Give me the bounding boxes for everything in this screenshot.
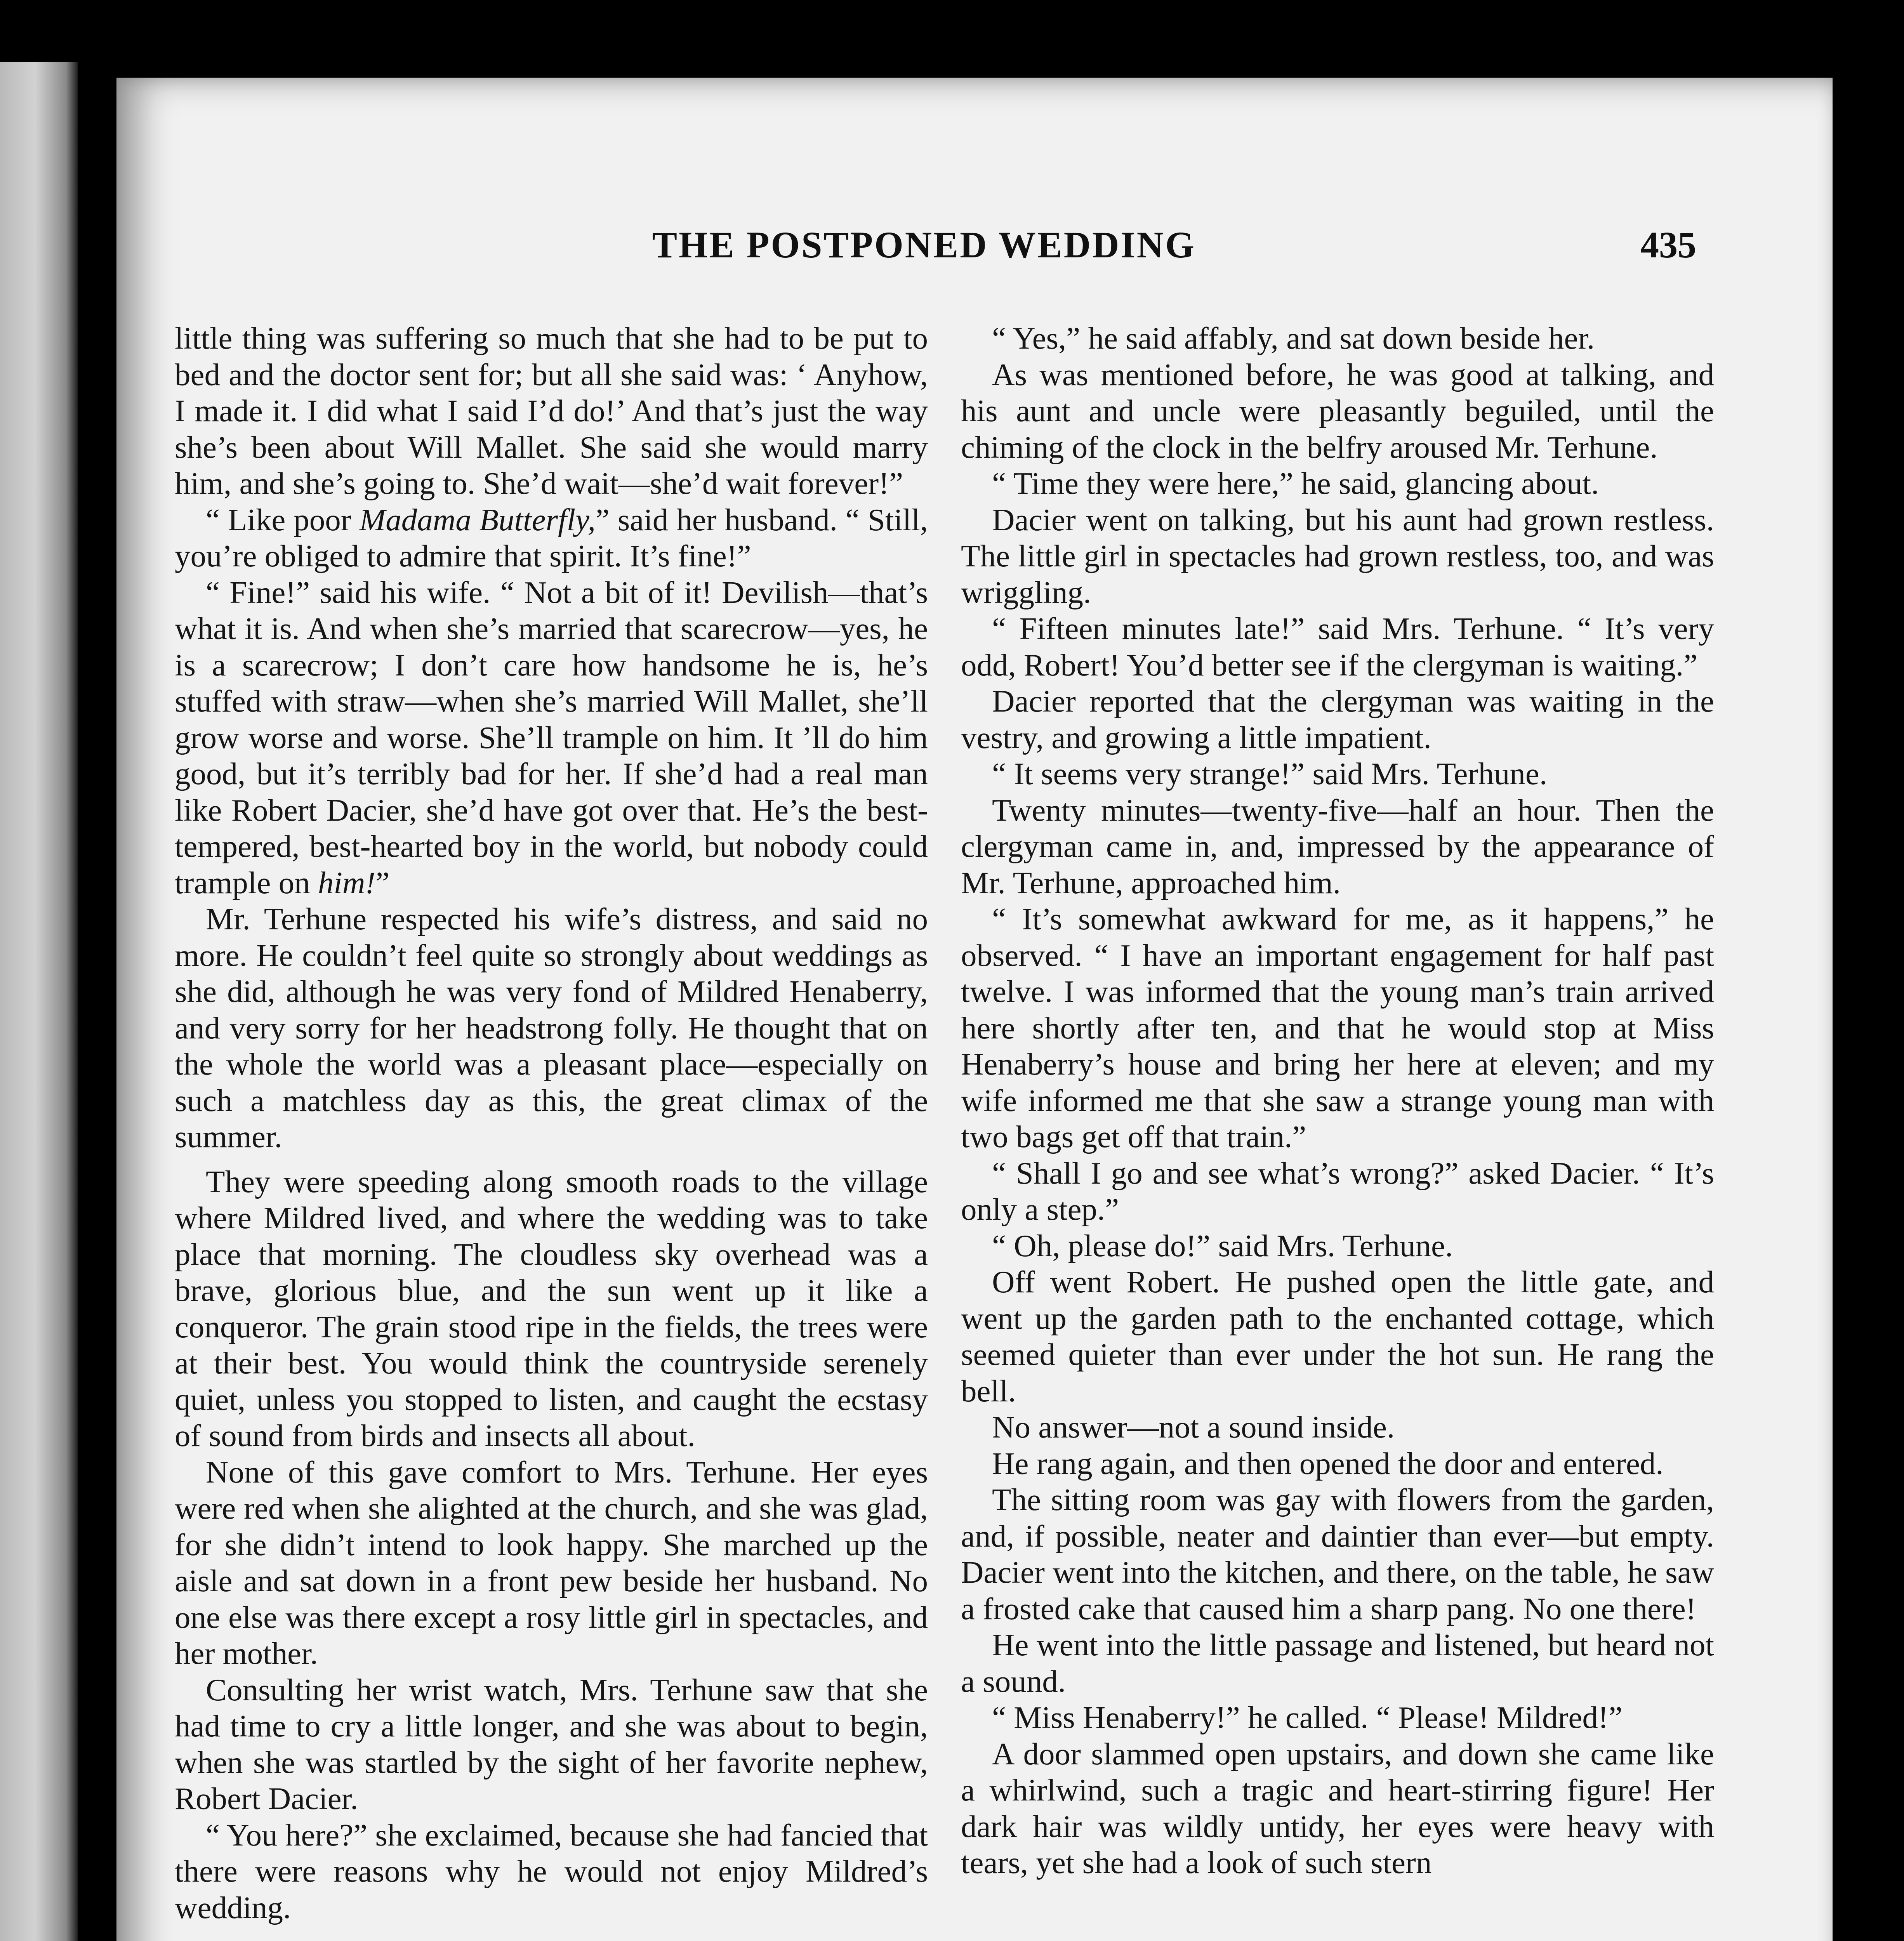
paragraph: Consulting her wrist watch, Mrs. Terhune saw that she had time to cry a little longer, and she was about to begin, when she was startled by the sight of her favorite nephew, Robert Dacier. bbox=[175, 1672, 928, 1816]
paragraph bbox=[175, 575, 928, 901]
paragraph: Dacier reported that the clergyman was waiting in the vestry, and growing a little impatient. bbox=[961, 684, 1714, 755]
paragraph: The sitting room was gay with flowers from the garden, and, if possible, neater and daintier than ever—but empty. Dacier went into the kitchen, and there, on the table, he saw a frosted cake that caused him a sharp pang. No one there! bbox=[961, 1482, 1714, 1626]
paragraph: “ Fifteen minutes late!” said Mrs. Terhune. “ It’s very odd, Robert! You’d better see if the clergyman is waiting.” bbox=[961, 611, 1714, 682]
paragraph: Dacier went on talking, but his aunt had grown restless. The little girl in spectacles had grown restless, too, and was wriggling. bbox=[961, 502, 1714, 610]
paragraph: No answer—not a sound inside. bbox=[992, 1410, 1395, 1444]
paragraph: He rang again, and then opened the door and entered. bbox=[992, 1446, 1664, 1481]
paragraph: “ It seems very strange!” said Mrs. Terhune. bbox=[992, 756, 1548, 791]
paragraph: “ Miss Henaberry!” he called. “ Please! Mildred!” bbox=[992, 1700, 1623, 1735]
paragraph: Twenty minutes—twenty-five—half an hour. Then the clergyman came in, and, impressed by the appearance of Mr. Terhune, approached him. bbox=[961, 792, 1714, 900]
magazine-page bbox=[116, 78, 1833, 1941]
paragraph bbox=[175, 502, 928, 575]
paragraph-text: “ Like poor bbox=[206, 502, 360, 537]
paragraph-text: ” bbox=[375, 865, 390, 900]
paragraph-text: “ Fine!” said his wife. “ Not a bit of it! Devilish—that’s what it is. And when she’s married that scarecrow—yes, he is a scarecrow; I don’t care how handsome he is, he’s stuffed with straw—when she’s married Will Mallet, she’ll grow worse and worse. She’ll trample on him. It ’ll do him good, but it’s terribly bad for her. If she’d had a real man like Robert Dacier, she’d have got over that. He’s the best-tempered, best-hearted boy in the world, but nobody could trample on bbox=[175, 575, 928, 900]
paragraph: little thing was suffering so much that she had to be put to bed and the doctor sent for; but all she said was: ‘ Anyhow, I made it. I did what I said I’d do!’ And that’s just the way she’s been about Will Mallet. She said she would marry him, and she’s going to. She’d wait—she’d wait forever!” bbox=[175, 321, 928, 501]
paragraph: None of this gave comfort to Mrs. Terhune. Her eyes were red when she alighted at the church, and she was glad, for she didn’t intend to look happy. She marched up the aisle and sat down in a front pew beside her husband. No one else was there except a rosy little girl in spectacles, and her mother. bbox=[175, 1454, 928, 1671]
paragraph: “ Yes,” he said affably, and sat down beside her. bbox=[992, 321, 1595, 356]
paragraph: Mr. Terhune respected his wife’s distress, and said no more. He couldn’t feel quite so strongly about weddings as she did, although he was very fond of Mildred Henaberry, and very sorry for her headstrong folly. He thought that on the whole the world was a pleasant place—especially on such a matchless day as this, the great climax of the summer. bbox=[175, 901, 928, 1154]
right-text-column bbox=[961, 320, 1714, 1881]
left-text-column bbox=[175, 320, 928, 1926]
paragraph: “ Shall I go and see what’s wrong?” asked Dacier. “ It’s only a step.” bbox=[961, 1155, 1714, 1227]
page-number: 435 bbox=[1640, 224, 1696, 266]
paragraph: A door slammed open upstairs, and down she came like a whirlwind, such a tragic and heart-stirring figure! Her dark hair was wildly untidy, her eyes were heavy with tears, yet she had a look of such stern bbox=[961, 1736, 1714, 1880]
paragraph: “ Oh, please do!” said Mrs. Terhune. bbox=[992, 1228, 1453, 1263]
paragraph: As was mentioned before, he was good at talking, and his aunt and uncle were pleasantly beguiled, until the chiming of the clock in the belfry aroused Mr. Terhune. bbox=[961, 357, 1714, 465]
previous-page-edge bbox=[0, 62, 78, 1941]
paragraph: “ You here?” she exclaimed, because she had fancied that there were reasons why he would not enjoy Mildred’s wedding. bbox=[175, 1817, 928, 1925]
paragraph-text: ” said her husband. “ Still, you’re obliged to admire that spirit. It’s fine!” bbox=[175, 502, 928, 573]
paragraph: “ It’s somewhat awkward for me, as it happens,” he observed. “ I have an important engagement for half past twelve. I was informed that the young man’s train arrived here shortly after ten, and that he would stop at Miss Henaberry’s house and bring her here at eleven; and my wife informed me that she saw a strange young man with two bags get off that train.” bbox=[961, 901, 1714, 1154]
paragraph: “ Time they were here,” he said, glancing about. bbox=[992, 466, 1599, 501]
running-title: THE POSTPONED WEDDING bbox=[652, 224, 1196, 266]
paragraph: They were speeding along smooth roads to the village where Mildred lived, and where the wedding was to take place that morning. The cloudless sky overhead was a brave, glorious blue, and the sun went up it like a conqueror. The grain stood ripe in the fields, the trees were at their best. You would think the countryside serenely quiet, unless you stopped to listen, and caught the ecstasy of sound from birds and insects all about. bbox=[175, 1164, 928, 1453]
italic-emphasis: him! bbox=[318, 865, 376, 900]
paragraph: He went into the little passage and listened, but heard not a sound. bbox=[961, 1627, 1714, 1699]
paragraph: Off went Robert. He pushed open the little gate, and went up the garden path to the enchanted cottage, which seemed quieter than ever under the hot sun. He rang the bell. bbox=[961, 1264, 1714, 1408]
italic-title: Madama Butterfly, bbox=[359, 502, 596, 537]
